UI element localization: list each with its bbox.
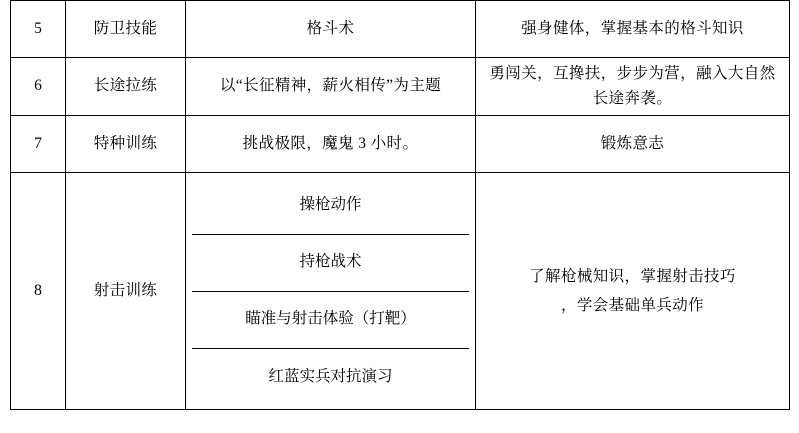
list-item: [192, 234, 469, 291]
project-goal: 勇闯关，互搀扶，步步为营，融入大自然长途奔袭。: [476, 58, 790, 116]
project-name: 防卫技能: [66, 1, 186, 58]
project-name: 射击训练: [66, 173, 186, 410]
table-row: [11, 1, 790, 58]
project-goal-line-2: ，学会基础单兵动作: [560, 297, 705, 314]
project-content: 挑战极限，魔鬼 3 小时。: [186, 116, 476, 173]
training-schedule-table: [10, 0, 790, 410]
table-row: [11, 173, 790, 410]
project-content: 以“长征精神，薪火相传”为主题: [186, 58, 476, 116]
project-content: 操枪动作: [192, 177, 469, 234]
shooting-subitems-table: [192, 177, 469, 405]
row-number: 5: [11, 1, 66, 58]
list-item: [192, 291, 469, 348]
project-content: 瞄准与射击体验（打靶）: [192, 291, 469, 348]
project-goal: 锻炼意志: [476, 116, 790, 173]
table-row: [11, 116, 790, 173]
row-number: 6: [11, 58, 66, 116]
project-content: 格斗术: [186, 1, 476, 58]
project-content-group: [186, 173, 476, 410]
project-content: 红蓝实兵对抗演习: [268, 367, 393, 385]
row-number: 7: [11, 116, 66, 173]
list-item: [192, 348, 469, 405]
row-number: 8: [11, 173, 66, 410]
project-content: 持枪战术: [192, 234, 469, 291]
table-row: [11, 58, 790, 116]
project-name: 特种训练: [66, 116, 186, 173]
project-name: 长途拉练: [66, 58, 186, 116]
project-goal-line-1: 了解枪械知识，掌握射击技巧: [529, 267, 736, 285]
project-goal: 强身健体，掌握基本的格斗知识: [476, 1, 790, 58]
project-goal: [476, 173, 790, 410]
list-item: [192, 177, 469, 234]
